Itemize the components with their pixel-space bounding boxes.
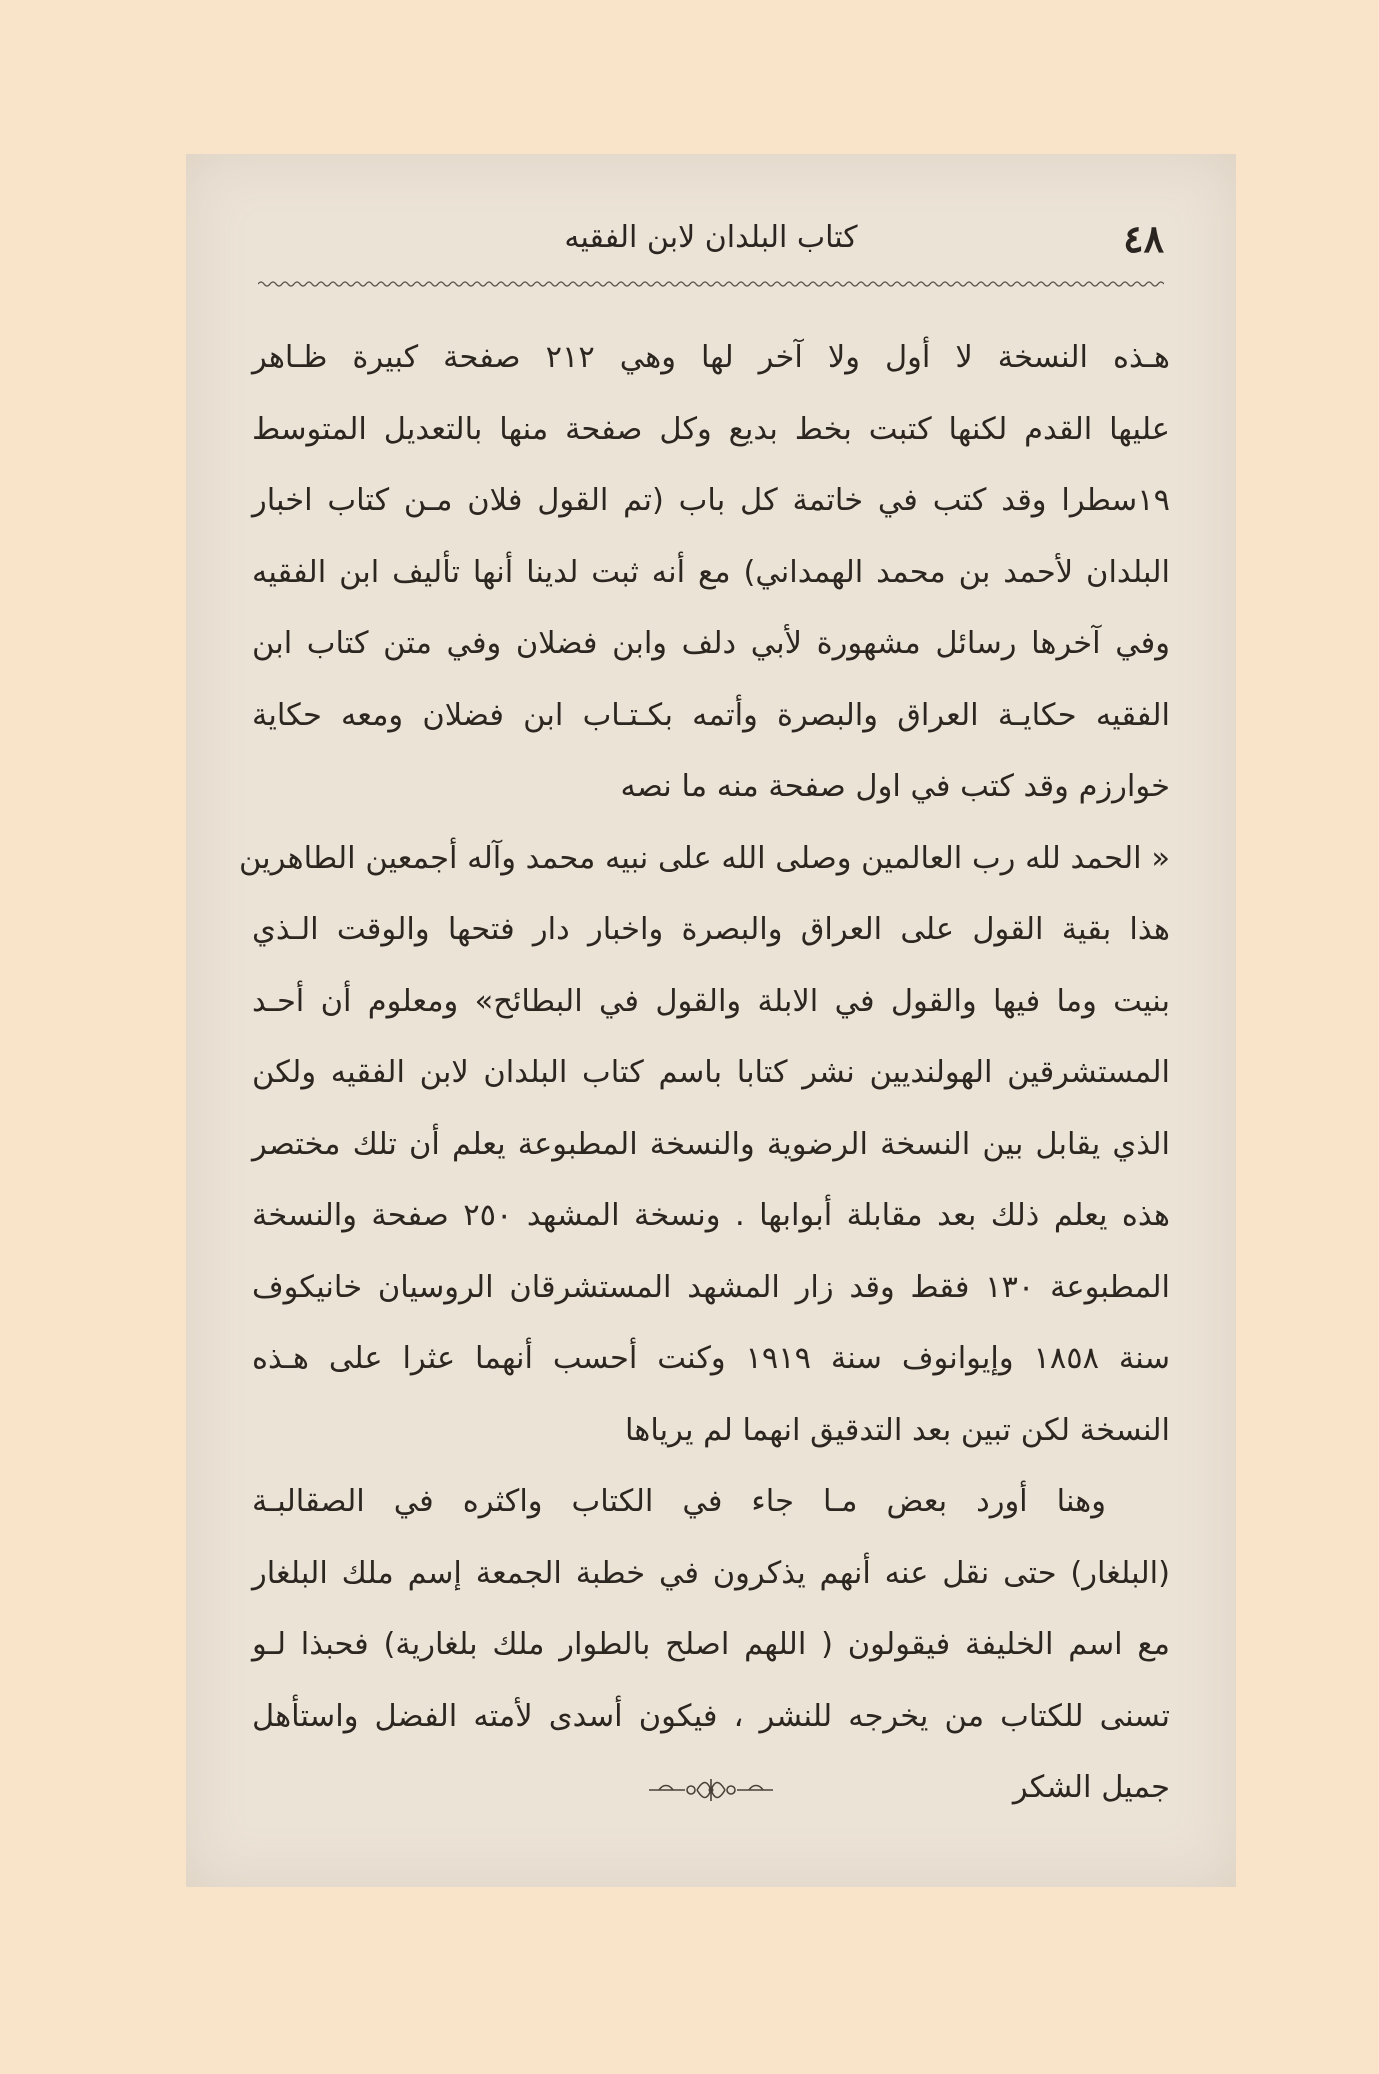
text-line: المستشرقين الهولنديين نشر كتابا باسم كتاب البلدان لابن الفقيه ولكن xyxy=(252,1055,1170,1090)
text-line: وفي آخرها رسائل مشهورة لأبي دلف وابن فضلان وفي متن كتاب ابن xyxy=(252,626,1170,661)
text-line: خوارزم وقد كتب في اول صفحة منه ما نصه xyxy=(620,769,1170,804)
text-line: بنيت وما فيها والقول في الابلة والقول في البطائح» ومعلوم أن أحـد xyxy=(252,983,1170,1019)
paragraph-2 xyxy=(238,823,1171,1467)
text-line: النسخة لكن تبين بعد التدقيق انهما لم يرياها xyxy=(625,1412,1170,1448)
text-line: وهنا أورد بعض مـا جاء في الكتاب واكثره في الصقالبـة xyxy=(252,1484,1106,1519)
text-line: عليها القدم لكنها كتبت بخط بديع وكل صفحة منها بالتعديل المتوسط xyxy=(252,411,1170,447)
text-line: هذا بقية القول على العراق والبصرة واخبار دار فتحها والوقت الـذي xyxy=(252,912,1170,947)
text-line: « الحمد لله رب العالمين وصلى الله على نبيه محمد وآله أجمعين الطاهرين xyxy=(238,840,1170,876)
page-header xyxy=(258,216,1164,272)
text-line: الفقيه حكايـة العراق والبصرة وأتمه بكـتـاب ابن فضلان ومعه حكاية xyxy=(252,697,1170,733)
text-line: ١٩سطرا وقد كتب في خاتمة كل باب (تم القول فلان مـن كتاب اخبار xyxy=(252,483,1170,518)
text-line: مع اسم الخليفة فيقولون ( اللهم اصلح بالطوار ملك بلغارية) فحبذا لـو xyxy=(252,1627,1170,1662)
header-wavy-rule xyxy=(258,280,1164,288)
paragraph-3 xyxy=(252,1466,1170,1824)
text-line: المطبوعة ١٣٠ فقط وقد زار المشهد المستشرقان الروسيان خانيكوف xyxy=(252,1269,1171,1305)
text-line: (البلغار) حتى نقل عنه أنهم يذكرون في خطبة الجمعة إسم ملك البلغار xyxy=(252,1555,1170,1591)
text-line: البلدان لأحمد بن محمد الهمداني) مع أنه ثبت لدينا أنها تأليف ابن الفقيه xyxy=(252,554,1170,590)
text-line: جميل الشكر xyxy=(1012,1770,1170,1805)
book-page xyxy=(186,154,1236,1887)
running-title: كتاب البلدان لابن الفقيه xyxy=(564,220,858,255)
page-number: ٤٨ xyxy=(1123,216,1164,261)
text-line: هذه يعلم ذلك بعد مقابلة أبوابها . ونسخة المشهد ٢٥٠ صفحة والنسخة xyxy=(252,1198,1170,1233)
paragraph-1 xyxy=(252,322,1170,823)
text-line: هـذه النسخة لا أول ولا آخر لها وهي ٢١٢ صفحة كبيرة ظـاهر xyxy=(252,340,1170,375)
text-line: سنة ١٨٥٨ وإيوانوف سنة ١٩١٩ وكنت أحسب أنهما عثرا على هـذه xyxy=(252,1341,1171,1376)
end-ornament-icon xyxy=(645,1776,777,1804)
text-line: تسنى للكتاب من يخرجه للنشر ، فيكون أسدى لأمته الفضل واستأهل xyxy=(252,1698,1170,1734)
text-line: الذي يقابل بين النسخة الرضوية والنسخة المطبوعة يعلم أن تلك مختصر xyxy=(252,1126,1170,1162)
body-text xyxy=(238,322,1171,1824)
